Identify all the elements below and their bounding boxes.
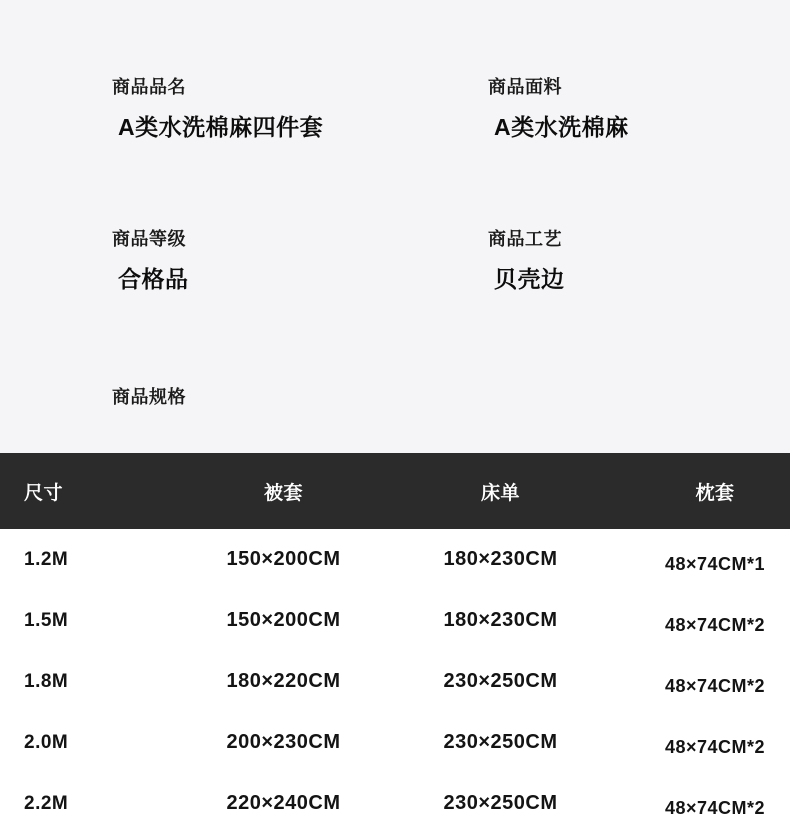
cell-size: 2.2M xyxy=(24,792,69,814)
table-row xyxy=(0,773,790,834)
cell-size: 1.8M xyxy=(24,670,69,692)
table-row xyxy=(0,590,790,651)
cell-size: 1.5M xyxy=(24,609,69,631)
attribute-value: 贝壳边 xyxy=(494,266,565,293)
cell-duvet-cover: 150×200CM xyxy=(226,548,341,570)
attribute-label: 商品面料 xyxy=(488,77,562,97)
cell-duvet-cover: 180×220CM xyxy=(226,670,341,692)
column-header-size: 尺寸 xyxy=(24,482,64,504)
column-header-pillowcase: 枕套 xyxy=(695,482,735,504)
attribute-specification xyxy=(112,386,186,409)
cell-bed-sheet: 230×250CM xyxy=(443,670,558,692)
cell-duvet-cover: 200×230CM xyxy=(226,731,341,753)
attribute-craft xyxy=(488,228,565,295)
attribute-value: A类水洗棉麻四件套 xyxy=(118,114,324,141)
cell-size: 1.2M xyxy=(24,548,69,570)
table-header xyxy=(0,453,790,529)
table-row xyxy=(0,712,790,773)
table-row xyxy=(0,529,790,590)
attribute-label: 商品品名 xyxy=(112,77,186,97)
attribute-product-name xyxy=(112,76,323,143)
cell-bed-sheet: 180×230CM xyxy=(443,609,558,631)
table-body xyxy=(0,529,790,834)
attribute-label: 商品规格 xyxy=(112,387,186,407)
cell-bed-sheet: 230×250CM xyxy=(443,792,558,814)
size-specification-table xyxy=(0,453,790,834)
attribute-label: 商品等级 xyxy=(112,229,186,249)
attribute-fabric xyxy=(488,76,629,143)
attribute-value: A类水洗棉麻 xyxy=(494,114,629,141)
cell-duvet-cover: 220×240CM xyxy=(226,792,341,814)
column-header-bed-sheet: 床单 xyxy=(480,482,520,504)
cell-pillowcase: 48×74CM*2 xyxy=(664,797,766,818)
cell-bed-sheet: 180×230CM xyxy=(443,548,558,570)
table-header-row xyxy=(0,453,790,529)
cell-pillowcase: 48×74CM*2 xyxy=(664,614,766,635)
attribute-grade xyxy=(112,228,189,295)
attribute-label: 商品工艺 xyxy=(488,229,562,249)
cell-size: 2.0M xyxy=(24,731,69,753)
cell-pillowcase: 48×74CM*2 xyxy=(664,675,766,696)
table-row xyxy=(0,651,790,712)
cell-bed-sheet: 230×250CM xyxy=(443,731,558,753)
cell-duvet-cover: 150×200CM xyxy=(226,609,341,631)
cell-pillowcase: 48×74CM*2 xyxy=(664,736,766,757)
attribute-value: 合格品 xyxy=(118,266,189,293)
cell-pillowcase: 48×74CM*1 xyxy=(664,553,766,574)
column-header-duvet-cover: 被套 xyxy=(263,482,303,504)
